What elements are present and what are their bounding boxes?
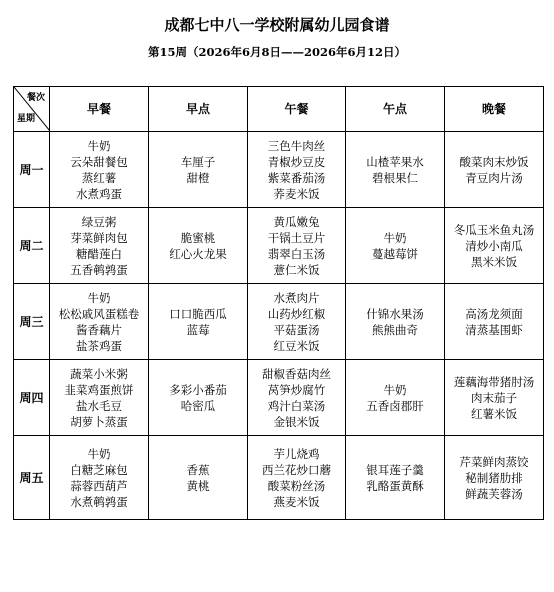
meal-cell-breakfast: [50, 208, 149, 284]
meal-cell-dinner: [445, 132, 544, 208]
day-label: 周二: [14, 208, 50, 284]
dish-item: 甜椒香菇肉丝: [262, 366, 331, 381]
meal-cell-morning-snack: [149, 208, 248, 284]
dish-item: 芽菜鲜肉包: [70, 230, 128, 245]
week-subtitle: 第15周（2026年6月8日——2026年6月12日）: [147, 45, 407, 59]
dish-item: 青椒炒豆皮: [267, 154, 326, 169]
meal-cell-dinner: [445, 360, 544, 436]
header-breakfast: 早餐: [50, 87, 149, 132]
dish-item: 青豆肉片汤: [465, 170, 523, 185]
header-afternoon-snack: 午点: [346, 87, 445, 132]
dish-item: 紫菜番茄汤: [267, 170, 326, 185]
header-dinner: 晚餐: [445, 87, 544, 132]
meal-cell-afternoon-snack: [346, 284, 445, 360]
meal-cell-afternoon-snack: [346, 360, 445, 436]
meal-cell-lunch: [248, 436, 346, 520]
table-row: [14, 132, 544, 208]
dish-item: 鲜蔬芙蓉汤: [465, 486, 523, 501]
header-row: [14, 87, 544, 132]
meal-cell-breakfast: [50, 132, 149, 208]
dish-item: 五香卤郡肝: [366, 398, 424, 413]
dish-item: 金银米饭: [273, 414, 320, 429]
meal-cell-lunch: [248, 132, 346, 208]
dish-item: 肉末茄子: [471, 390, 517, 405]
dish-item: 黄瓜嫩兔: [273, 214, 320, 229]
meal-cell-breakfast: [50, 436, 149, 520]
day-label: 周四: [14, 360, 50, 436]
dish-item: 白糖芝麻包: [70, 462, 128, 477]
dish-item: 盐茶鸡蛋: [76, 338, 122, 353]
meal-cell-afternoon-snack: [346, 132, 445, 208]
dish-item: 牛奶: [87, 138, 111, 153]
dish-item: 水煮鸡蛋: [76, 186, 122, 201]
dish-item: 乳酪蛋黄酥: [366, 478, 424, 493]
header-lunch: 午餐: [248, 87, 346, 132]
corner-label-meal: 餐次: [26, 93, 45, 103]
dish-item: 酸菜粉丝汤: [267, 478, 326, 493]
day-label: 周五: [14, 436, 50, 520]
dish-item: 韭菜鸡蛋煎饼: [64, 382, 134, 397]
dish-item: 红薯米饭: [471, 406, 517, 421]
dish-item: 黄桃: [186, 478, 210, 493]
meal-cell-lunch: [248, 208, 346, 284]
meal-cell-lunch: [248, 284, 346, 360]
meal-cell-afternoon-snack: [346, 436, 445, 520]
dish-item: 胡萝卜蒸蛋: [70, 414, 128, 429]
day-label: 周三: [14, 284, 50, 360]
dish-item: 香蕉: [186, 462, 210, 477]
dish-item: 甜橙: [186, 170, 210, 185]
meal-cell-afternoon-snack: [346, 208, 445, 284]
table-row: [14, 360, 544, 436]
dish-item: 山药炒红椒: [267, 306, 326, 321]
dish-item: 红心火龙果: [169, 246, 227, 261]
dish-item: 什锦水果汤: [366, 306, 424, 321]
dish-item: 绿豆粥: [81, 214, 117, 229]
dish-item: 山楂苹果水: [366, 154, 424, 169]
dish-item: 蔓越莓饼: [372, 246, 418, 261]
page-title: 成都七中八一学校附属幼儿园食谱: [164, 16, 390, 34]
dish-item: 鸡汁白菜汤: [267, 398, 326, 413]
day-label: 周一: [14, 132, 50, 208]
dish-item: 清炒小南瓜: [465, 238, 523, 253]
dish-item: 松松戚风蛋糕卷: [58, 306, 140, 321]
dish-item: 水煮肉片: [273, 290, 320, 305]
dish-item: 翡翠白玉汤: [267, 246, 326, 261]
meal-cell-morning-snack: [149, 360, 248, 436]
dish-item: 牛奶: [87, 290, 111, 305]
dish-item: 西兰花炒口蘑: [262, 462, 331, 477]
dish-item: 酱香藕片: [76, 322, 122, 337]
dish-item: 三色牛肉丝: [267, 138, 326, 153]
dish-item: 莲藕海带猪肘汤: [453, 374, 535, 389]
dish-item: 五香鹌鹑蛋: [70, 262, 128, 277]
dish-item: 牛奶: [383, 230, 407, 245]
dish-item: 蔬菜小米粥: [70, 366, 128, 381]
dish-item: 黑米米饭: [471, 254, 517, 269]
table-row: [14, 208, 544, 284]
table-row: [14, 436, 544, 520]
meal-cell-lunch: [248, 360, 346, 436]
dish-item: 脆蜜桃: [180, 230, 216, 245]
dish-item: 平菇蛋汤: [273, 322, 320, 337]
dish-item: 清蒸基围虾: [465, 322, 523, 337]
meal-cell-breakfast: [50, 360, 149, 436]
meal-cell-dinner: [445, 436, 544, 520]
dish-item: 蓝莓: [186, 322, 210, 337]
dish-item: 高汤龙须面: [465, 306, 523, 321]
table-row: [14, 284, 544, 360]
header-morning-snack: 早点: [149, 87, 248, 132]
dish-item: 燕麦米饭: [273, 494, 320, 509]
meal-cell-morning-snack: [149, 436, 248, 520]
dish-item: 荞麦米饭: [273, 186, 320, 201]
dish-item: 银耳莲子羹: [366, 462, 424, 477]
dish-item: 蒸红薯: [81, 170, 117, 185]
menu-table: [13, 86, 544, 520]
meal-cell-breakfast: [50, 284, 149, 360]
dish-item: 冬瓜玉米鱼丸汤: [453, 222, 535, 237]
dish-item: 芹菜鲜肉蒸饺: [459, 454, 529, 469]
dish-item: 蒜蓉西葫芦: [70, 478, 128, 493]
dish-item: 车厘子: [180, 154, 216, 169]
dish-item: 哈密瓜: [180, 398, 216, 413]
meal-cell-dinner: [445, 208, 544, 284]
dish-item: 薏仁米饭: [273, 262, 320, 277]
dish-item: 云朵甜餐包: [70, 154, 128, 169]
meal-cell-dinner: [445, 284, 544, 360]
dish-item: 水煮鹌鹑蛋: [70, 494, 128, 509]
dish-item: 熊熊曲奇: [372, 322, 418, 337]
corner-label-day: 星期: [17, 114, 36, 124]
dish-item: 莴笋炒腐竹: [267, 382, 326, 397]
dish-item: 秘制猪肋排: [465, 470, 523, 485]
dish-item: 盐水毛豆: [76, 398, 122, 413]
corner-cell: [14, 87, 50, 132]
dish-item: 红豆米饭: [273, 338, 320, 353]
meal-cell-morning-snack: [149, 284, 248, 360]
dish-item: 碧根果仁: [372, 170, 418, 185]
dish-item: 酸菜肉末炒饭: [459, 154, 529, 169]
dish-item: 糖醋莲白: [76, 246, 122, 261]
dish-item: 牛奶: [383, 382, 407, 397]
dish-item: 牛奶: [87, 446, 111, 461]
dish-item: 芋儿烧鸡: [273, 446, 320, 461]
dish-item: 口口脆西瓜: [169, 306, 227, 321]
dish-item: 多彩小番茄: [169, 382, 227, 397]
meal-cell-morning-snack: [149, 132, 248, 208]
dish-item: 干锅土豆片: [267, 230, 326, 245]
